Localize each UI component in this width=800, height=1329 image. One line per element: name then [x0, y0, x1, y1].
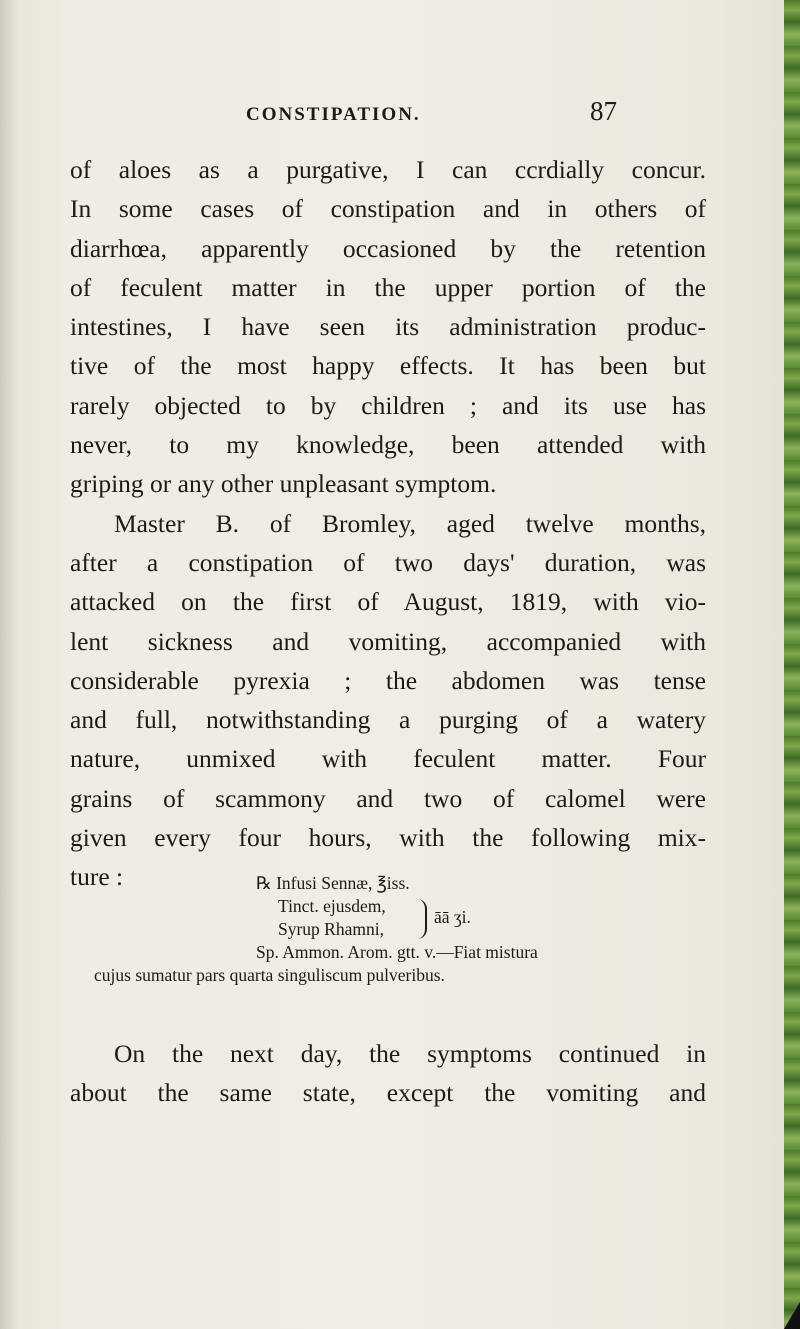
- text-line: attacked on the first of August, 1819, with vio-: [70, 587, 706, 617]
- text-line: given every four hours, with the following mix-: [70, 823, 706, 853]
- prescription-brace-group: [70, 895, 706, 941]
- text-line: never, to my knowledge, been attended with: [70, 430, 706, 460]
- text-line: of feculent matter in the upper portion of the: [70, 272, 706, 302]
- page-gutter-shadow: [0, 0, 18, 1329]
- brace-symbol: [415, 899, 427, 939]
- text-line: diarrhœa, apparently occasioned by the retention: [70, 233, 706, 263]
- text-line: On the next day, the symptoms continued in: [114, 1039, 706, 1068]
- text-line: ture :: [70, 862, 124, 892]
- prescription-block: [70, 872, 706, 987]
- body-text: [70, 150, 706, 897]
- running-head: CONSTIPATION.: [246, 104, 421, 125]
- text-line: nature, unmixed with feculent matter. Four: [70, 744, 706, 774]
- text-line: of aloes as a purgative, I can ccrdially concur.: [70, 155, 706, 184]
- text-line: rarely objected to by children ; and its use has: [70, 390, 706, 420]
- prescription-line: Syrup Rhamni,: [278, 919, 384, 939]
- prescription-line: ℞ Infusi Sennæ, ℥iss.: [256, 873, 410, 893]
- text-line: after a constipation of two days' duration, was: [70, 547, 706, 577]
- text-line: considerable pyrexia ; the abdomen was tense: [70, 665, 706, 695]
- text-line: tive of the most happy effects. It has been but: [70, 351, 706, 381]
- text-line: lent sickness and vomiting, accompanied with: [70, 626, 706, 656]
- text-line: about the same state, except the vomiting and: [70, 1078, 706, 1108]
- prescription-line: Sp. Ammon. Arom. gtt. v.—Fiat mistura: [256, 942, 538, 962]
- prescription-line: Tinct. ejusdem,: [278, 896, 386, 916]
- page-number: 87: [590, 96, 617, 126]
- binding-corner: [784, 1302, 800, 1329]
- text-line: In some cases of constipation and in others of: [70, 194, 706, 224]
- text-line: Master B. of Bromley, aged twelve months,: [114, 508, 706, 538]
- text-line: griping or any other unpleasant symptom.: [70, 469, 497, 499]
- book-binding-edge: [784, 0, 800, 1329]
- text-line: and full, notwithstanding a purging of a watery: [70, 705, 706, 735]
- prescription-dose: āā ʒi.: [434, 907, 471, 927]
- text-line: grains of scammony and two of calomel were: [70, 783, 706, 813]
- continued-text: [70, 1034, 706, 1113]
- text-line: intestines, I have seen its administration produc-: [70, 312, 706, 342]
- page-header: [0, 96, 800, 136]
- prescription-line: cujus sumatur pars quarta singuliscum pulveribus.: [94, 965, 445, 985]
